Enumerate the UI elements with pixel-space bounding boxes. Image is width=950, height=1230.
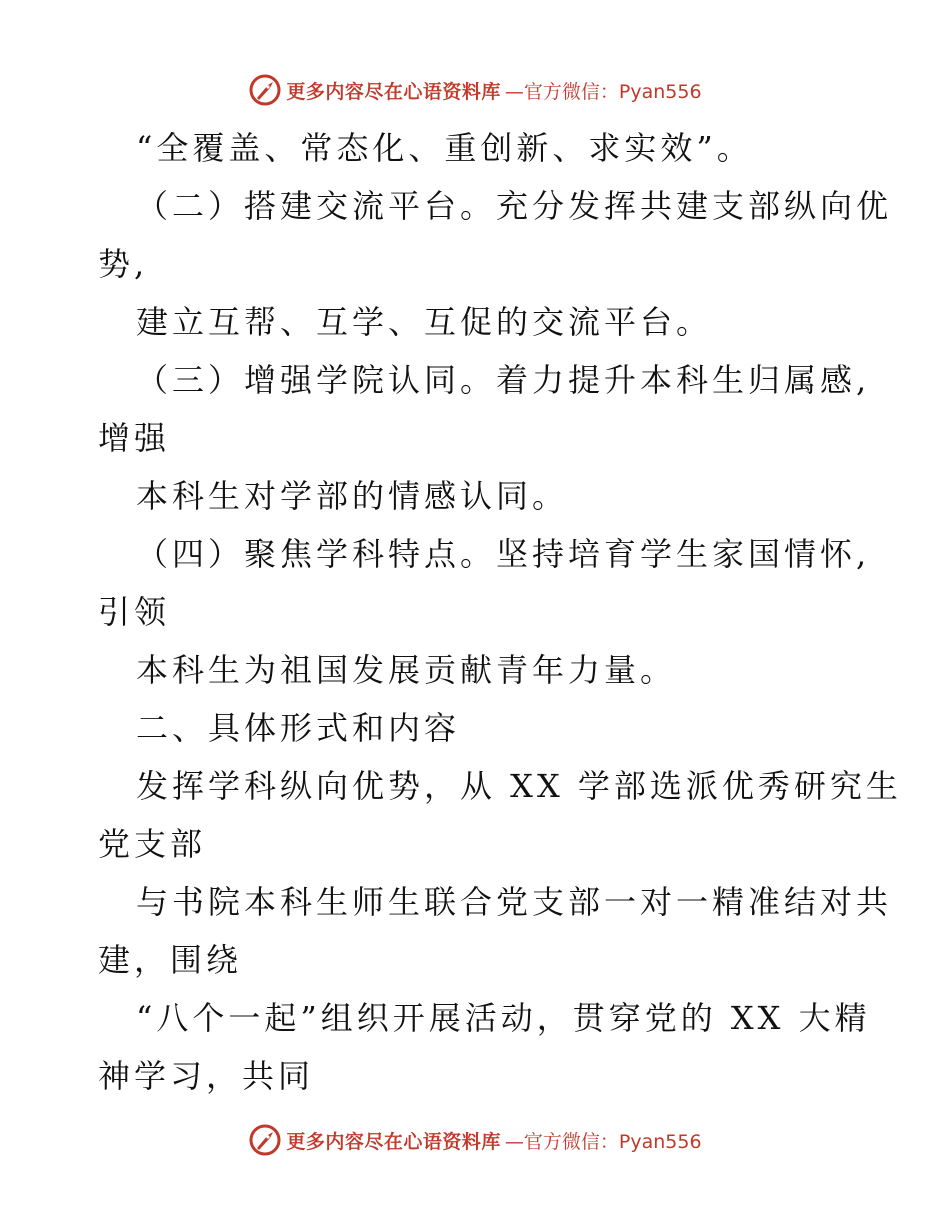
text-line-9: 引领 xyxy=(98,593,171,631)
text-line-6: 增强 xyxy=(98,419,171,457)
watermark-contact: —官方微信：Pyan556 xyxy=(504,1130,702,1153)
text-line-8: （四）聚焦学科特点。坚持培育学生家国情怀, xyxy=(136,535,871,573)
text-line-2: （二）搭建交流平台。充分发挥共建支部纵向优 xyxy=(136,187,893,225)
watermark-contact: —官方微信：Pyan556 xyxy=(504,80,702,103)
pen-nib-circle-icon xyxy=(248,73,282,107)
text-line-15: 建，围绕 xyxy=(98,941,243,979)
pen-nib-circle-icon xyxy=(248,1123,282,1157)
text-line-13: 党支部 xyxy=(98,825,207,863)
text-line-12: 发挥学科纵向优势，从 XX 学部选派优秀研究生 xyxy=(136,767,902,805)
section-heading: 二、具体形式和内容 xyxy=(136,709,461,747)
watermark-brand: 更多内容尽在心语资料库 xyxy=(286,1130,501,1153)
text-line-1: “全覆盖、常态化、重创新、求实效”。 xyxy=(136,129,753,167)
text-line-14: 与书院本科生师生联合党支部一对一精准结对共 xyxy=(136,883,893,921)
text-line-10: 本科生为祖国发展贡献青年力量。 xyxy=(136,651,677,689)
text-line-4: 建立互帮、互学、互促的交流平台。 xyxy=(136,303,713,341)
footer-watermark xyxy=(0,1120,950,1160)
watermark-brand: 更多内容尽在心语资料库 xyxy=(286,80,501,103)
text-line-3: 势, xyxy=(98,245,149,283)
text-line-7: 本科生对学部的情感认同。 xyxy=(136,477,569,515)
text-line-16: “八个一起”组织开展活动，贯穿党的 XX 大精 xyxy=(136,999,871,1037)
text-line-5: （三）增强学院认同。着力提升本科生归属感, xyxy=(136,361,871,399)
header-watermark xyxy=(0,70,950,110)
text-line-17: 神学习，共同 xyxy=(98,1057,315,1095)
